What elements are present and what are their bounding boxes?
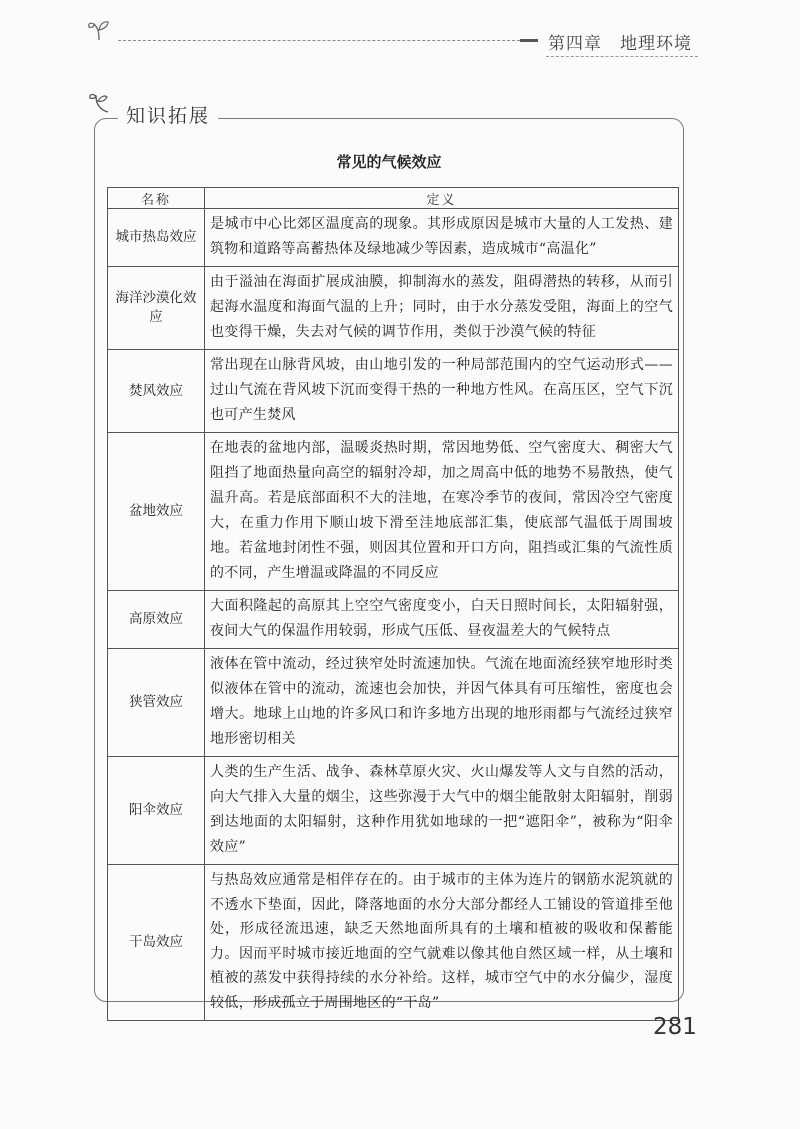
table-row xyxy=(108,649,679,757)
effect-definition: 在地表的盆地内部，温暖炎热时期，常因地势低、空气密度大、稠密大气阻挡了地面热量向高空的辐射冷却，加之周高中低的地势不易散热，使气温升高。若是底部面积不大的洼地，在寒冷季节的夜间，常因冷空气密度大，在重力作用下顺山坡下滑至洼地底部汇集，使底部气温低于周围坡地。若盆地封闭性不强，则因其位置和开口方向，阻挡或汇集的气流性质的不同，产生增温或降温的不同反应 xyxy=(205,433,679,591)
table-row xyxy=(108,209,679,267)
table-row xyxy=(108,865,679,1021)
column-header-definition: 定义 xyxy=(205,188,679,209)
chapter-title: 第四章 地理环境 xyxy=(548,34,692,54)
effect-definition: 是城市中心比郊区温度高的现象。其形成原因是城市大量的人工发热、建筑物和道路等高蓄热体及绿地减少等因素，造成城市“高温化” xyxy=(205,209,679,267)
table-title: 常见的气候效应 xyxy=(336,153,442,171)
table-row xyxy=(108,591,679,649)
effect-name: 盆地效应 xyxy=(108,433,205,591)
effect-definition: 液体在管中流动，经过狭窄处时流速加快。气流在地面流经狭窄地形时类似液体在管中的流动，流速也会加快，并因气体具有可压缩性，密度也会增大。地球上山地的许多风口和许多地方出现的地形雨都与气流经过狭窄地形密切相关 xyxy=(205,649,679,757)
table-header-row xyxy=(108,188,679,209)
effect-name: 干岛效应 xyxy=(108,865,205,1021)
effect-name: 阳伞效应 xyxy=(108,757,205,865)
effect-name: 城市热岛效应 xyxy=(108,209,205,267)
page-number: 281 xyxy=(653,1014,697,1040)
header-underline xyxy=(546,56,698,57)
effect-definition: 与热岛效应通常是相伴存在的。由于城市的主体为连片的钢筋水泥筑就的不透水下垫面，因此，降落地面的水分大部分都经人工铺设的管道排至他处，形成径流迅速，缺乏天然地面所具有的土壤和植被的吸收和保蓄能力。因而平时城市接近地面的空气就难以像其他自然区域一样，从土壤和植被的蒸发中获得持续的水分补给。这样，城市空气中的水分偏少，湿度较低，形成孤立于周围地区的“干岛” xyxy=(205,865,679,1021)
header-bar-mark xyxy=(520,39,538,42)
section-title: 知识拓展 xyxy=(118,101,218,128)
column-header-name: 名称 xyxy=(108,188,205,209)
effect-definition: 人类的生产生活、战争、森林草原火灾、火山爆发等人文与自然的活动，向大气排入大量的烟尘，这些弥漫于大气中的烟尘能散射太阳辐射，削弱到达地面的太阳辐射，这种作用犹如地球的一把“遮阳伞”，被称为“阳伞效应” xyxy=(205,757,679,865)
effect-definition: 大面积隆起的高原其上空空气密度变小，白天日照时间长，太阳辐射强，夜间大气的保温作用较弱，形成气压低、昼夜温差大的气候特点 xyxy=(205,591,679,649)
effect-name: 焚风效应 xyxy=(108,350,205,433)
table-row xyxy=(108,350,679,433)
effect-name: 高原效应 xyxy=(108,591,205,649)
effect-name: 海洋沙漠化效应 xyxy=(108,267,205,350)
sprout-icon xyxy=(86,16,112,42)
effect-definition: 常出现在山脉背风坡，由山地引发的一种局部范围内的空气运动形式——过山气流在背风坡下沉而变得干热的一种地方性风。在高压区，空气下沉也可产生焚风 xyxy=(205,350,679,433)
table-row xyxy=(108,433,679,591)
effect-name: 狭管效应 xyxy=(108,649,205,757)
table-row xyxy=(108,267,679,350)
effect-definition: 由于溢油在海面扩展成油膜，抑制海水的蒸发，阻碍潜热的转移，从而引起海水温度和海面气温的上升；同时，由于水分蒸发受阻，海面上的空气也变得干燥，失去对气候的调节作用，类似于沙漠气候的特征 xyxy=(205,267,679,350)
section-sprout-icon xyxy=(86,90,116,116)
table-row xyxy=(108,757,679,865)
header-dashed-line xyxy=(118,40,530,41)
climate-effects-table xyxy=(107,187,679,1021)
